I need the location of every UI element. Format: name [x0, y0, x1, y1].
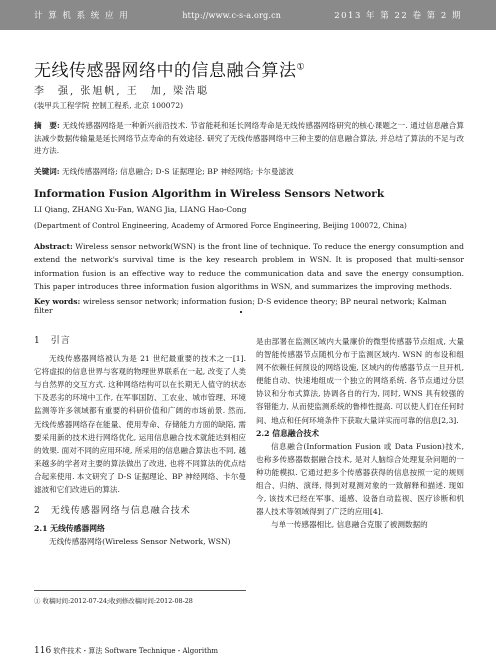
abstract-label: 摘 要:: [34, 121, 60, 130]
section-2-2-heading: 2.2 信息融合技术: [256, 428, 320, 438]
left-column: [34, 335, 246, 548]
footnote: ① 收稿时间:2012-07-24;收到修改稿时间:2012-08-28: [34, 597, 193, 605]
authors: 李 强, 张旭帆, 王 加, 梁浩聪: [34, 86, 210, 97]
english-title: Information Fusion Algorithm in Wireless Sensors Network: [34, 188, 385, 200]
section-2-1-paragraph: 无线传感器网络(Wireless Sensor Network, WSN): [49, 537, 231, 547]
section-2-1-heading: 2.1 无线传感器网络: [34, 524, 105, 534]
page-footer: [34, 646, 218, 656]
journal-url[interactable]: http://www.c-s-a.org.cn: [182, 10, 282, 20]
keywords-label: 关键词:: [34, 167, 60, 176]
english-keywords: [34, 297, 464, 315]
english-abstract-text: Wireless sensor network(WSN) is the front line of technique. To reduce the energy consumption and extend the network's survival time is the key research problem in WSN. It is proposed that multi-sensor information fusion is an effective way to reduce the communication data and save the energy consumption. This paper introduces three information fusion algorithms in WSN, and summarizes the improving methods.: [34, 242, 464, 291]
journal-issue: 2013 年 第 22 卷 第 2 期: [334, 11, 462, 21]
journal-name: 计 算 机 系 统 应 用: [34, 11, 130, 21]
abstract: [34, 120, 464, 158]
english-abstract: [34, 240, 464, 293]
english-keywords-text: wireless sensor network; information fusion; D-S evidence theory; BP neural network; Kalman filter: [34, 297, 447, 315]
page-number: 116: [34, 646, 52, 656]
section-2-2-paragraph: 信息融合(Information Fusion 或 Data Fusion)技术, 也称多传感器数据融合技术, 是对人脑综合处理复杂问题的一种功能模拟. 它通过把多个传感器获得的信息按照一定的规则组合、归纳、演绎, 得到对观测对象的一致解释和描述. 现如今, 该技术已经在军事、遥感、设备自动监视、医疗诊断和机器人技术等领域得到了广泛的应用[4].: [256, 441, 464, 517]
paper-title: 无线传感器网络中的信息融合算法①: [34, 61, 306, 81]
english-affiliation: (Department of Control Engineering, Academy of Armored Force Engineering, Beijing 100072, China): [34, 221, 407, 230]
footnote-rule: [34, 590, 246, 591]
section-1-heading: 1 引言: [34, 336, 71, 346]
title-footnote-mark: ①: [296, 62, 306, 73]
right-column: [256, 335, 464, 531]
section-2-1-continued: 是由部署在监测区域内大量廉价的微型传感器节点组成, 大量的智能传感器节点随机分布于监测区域内. WSN 的布设和组网不依赖任何预设的网络设施, 区域内的传感器节点一旦开机, 便能自动、快速地组成一个独立的网络系统. 各节点通过分层协议和分布式算法, 协调各自的行为, 同时, WNS 具有较强的容错能力, 从而使监测系统的鲁棒性提高. 可以使人们在任何时间、地点和任何环境条件下获取大量详实而可靠的信息[2,3].: [256, 337, 464, 425]
affiliation: (装甲兵工程学院 控制工程系, 北京 100072): [34, 101, 184, 110]
abstract-text: 无线传感器网络是一种新兴前沿技术. 节省能耗和延长网络寿命是无线传感器网络研究的核心课题之一. 通过信息融合算法减少数据传输量是延长网络节点寿命的有效途径. 研究了无线传感器网络中三种主要的信息融合算法, 并总结了算法的不足与改进方法.: [34, 121, 464, 155]
english-abstract-label: Abstract:: [34, 242, 73, 251]
separator-dot: [240, 311, 242, 313]
english-keywords-label: Key words:: [34, 297, 81, 306]
keywords: [34, 166, 464, 177]
section-2-heading: 2 无线传感器网络与信息融合技术: [34, 506, 191, 517]
journal-header: [0, 0, 496, 30]
section-2-2-paragraph-2: 与单一传感器相比, 信息融合克服了被测数据的: [271, 520, 428, 530]
english-authors: LI Qiang, ZHANG Xu-Fan, WANG Jia, LIANG Hao-Cong: [34, 205, 247, 214]
keywords-text: 无线传感器网络; 信息融合; D-S 证据理论; BP 神经网络; 卡尔曼滤波: [59, 167, 294, 176]
section-1-paragraph: 无线传感器网络被认为是 21 世纪最重要的技术之一[1]. 它将虚拟的信息世界与客观的物理世界联系在一起, 改变了人类与自然界的交互方式. 这种网络结构可以在长期无人值守的状态下及恶劣的环境中工作, 在军事国防、工农业、城市管理、环境监测等许多领域都有重要的科研价值和广阔的市场前景. 然而, 无线传感器网络存在能量、使用寿命、存储能力方面的缺陷, 需要采用新的技术进行网络优化, 运用信息融合技术就能达到相应的效果. 面对不同的应用环境, 所采用的信息融合算法也不同, 越来越多的学者对主要的算法做出了改进, 也将不同算法的优点结合起来使用. 本文研究了 D-S 证据理论、BP 神经网络、卡尔曼滤波和它们改进后的算法.: [34, 354, 246, 495]
footer-section: 软件技术・算法 Software Technique・Algorithm: [51, 647, 219, 655]
